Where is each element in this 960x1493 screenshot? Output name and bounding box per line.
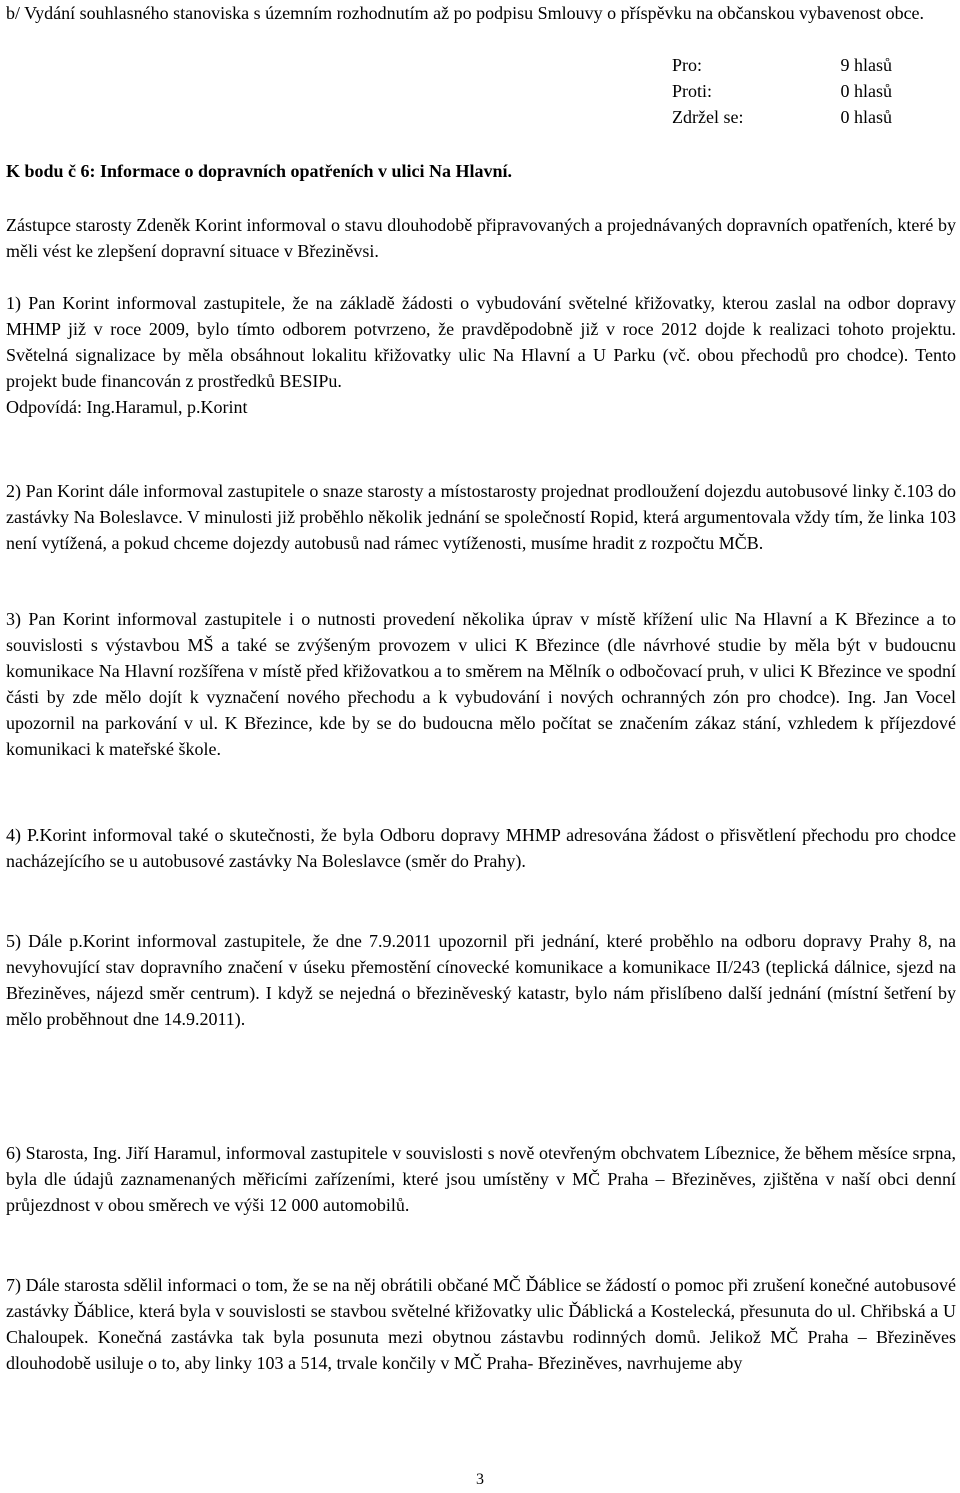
vote-value: 9 hlasů	[840, 55, 892, 75]
vote-value: 0 hlasů	[840, 81, 892, 101]
section-heading: K bodu č 6: Informace o dopravních opatřeních v ulici Na Hlavní.	[6, 161, 513, 181]
vote-label: Pro:	[672, 55, 703, 75]
vote-row-abstain	[672, 104, 892, 130]
item-1-responsible: Odpovídá: Ing.Haramul, p.Korint	[6, 397, 248, 417]
vote-value: 0 hlasů	[840, 107, 892, 127]
vote-label: Proti:	[672, 81, 713, 101]
item-5-text: 5) Dále p.Korint informoval zastupitele, že dne 7.9.2011 upozornil při jednání, které proběhlo na odboru dopravy Prahy 8, na nevyhovující stav dopravního značení v úseku přemostění cínovecké komunikace a komunikace II/243 (teplická dálnice, sjezd na Březiněves, nájezd směr centrum). I když se nejedná o březiněveský katastr, bylo nám přislíbeno další jednání (místní šetření by mělo proběhnout dne 14.9.2011).	[6, 931, 956, 1029]
vote-row-for	[672, 52, 892, 78]
item-1-text: 1) Pan Korint informoval zastupitele, že na základě žádosti o vybudování světelné křižovatky, kterou zaslal na odbor dopravy MHMP již v roce 2009, bylo tímto odborem potvrzeno, že pravděpodobně již v roce 2012 dojde k realizaci tohoto projektu. Světelná signalizace by měla obsáhnout lokalitu křižovatky ulic Na Hlavní a U Parku (vč. obou přechodů pro chodce). Tento projekt bude financován z prostředků BESIPu.	[6, 293, 956, 391]
vote-label: Zdržel se:	[672, 107, 744, 127]
item-7-text: 7) Dále starosta sdělil informaci o tom, že se na něj obrátili občané MČ Ďáblice se žádostí o pomoc při zrušení konečné autobusové zastávky Ďáblice, která byla v souvislosti se stavbou světelné křižovatky ulic Ďáblická a Kostelecká, přesunuta do ul. Chřibská a U Chaloupek. Konečná zastávka tak byla posunuta mezi obytnou zástavbu rodinných domů. Jelikož MČ Praha – Březiněves dlouhodobě usiluje o to, aby linky 103 a 514, trvale končily v MČ Praha- Březiněves, navrhujeme aby	[6, 1275, 956, 1373]
item-6-text: 6) Starosta, Ing. Jiří Haramul, informoval zastupitele v souvislosti s nově otevřeným obchvatem Líbeznice, že během měsíce srpna, byla dle údajů zaznamenaných měřicími zařízeními, které jsou umístěny v MČ Praha – Březiněves, zjištěna v naší obci denní průjezdnost v obou směrech ve výši 12 000 automobilů.	[6, 1143, 956, 1215]
vote-results	[672, 52, 892, 130]
top-item-text: b/ Vydání souhlasného stanoviska s územním rozhodnutím až po podpisu Smlouvy o příspěvku na občanskou vybavenost obce.	[6, 3, 925, 23]
item-1	[6, 290, 956, 420]
item-2-text: 2) Pan Korint dále informoval zastupitele o snaze starosty a místostarosty projednat prodloužení dojezdu autobusové linky č.103 do zastávky Na Boleslavce. V minulosti již proběhlo několik jednání se společností Ropid, která argumentovala vždy tím, že linka 103 není vytížená, a pokud chceme dojezdy autobusů nad rámec vytíženosti, musíme hradit z rozpočtu MČB.	[6, 481, 956, 553]
vote-row-against	[672, 78, 892, 104]
intro-paragraph: Zástupce starosty Zdeněk Korint informoval o stavu dlouhodobě připravovaných a projednávaných dopravních opatřeních, které by měli vést ke zlepšení dopravní situace v Březiněvsi.	[6, 215, 956, 261]
item-3-text: 3) Pan Korint informoval zastupitele i o nutnosti provedení několika úprav v místě křížení ulic Na Hlavní a K Březince a to souvislosti s výstavbou MŠ a také se zvýšeným provozem v ulici K Březince (dle návrhové studie by měla být v budoucnu komunikace Na Hlavní rozšířena v místě před křižovatkou a to směrem na Mělník o odbočovací pruh, v ulici K Březince ve spodní části by zde mělo dojít k vyznačení nového přechodu a k vybudování i nových ochranných zón pro chodce). Ing. Jan Vocel upozornil na parkování v ul. K Březince, kde by se do budoucna mělo počítat se značením zákaz stání, vzhledem k příjezdové komunikaci k mateřské škole.	[6, 609, 956, 759]
page-number: 3	[476, 1471, 484, 1488]
item-4-text: 4) P.Korint informoval také o skutečnosti, že byla Odboru dopravy MHMP adresována žádost o přisvětlení přechodu pro chodce nacházejícího se u autobusové zastávky Na Boleslavce (směr do Prahy).	[6, 825, 956, 871]
